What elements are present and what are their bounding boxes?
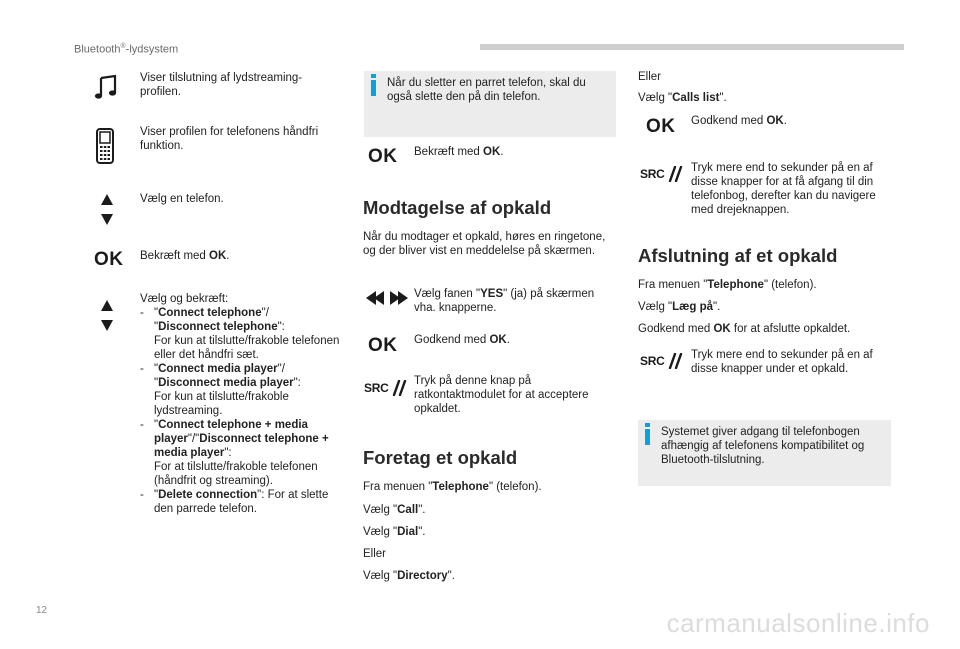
ok-icon: OK	[368, 146, 398, 167]
src-phonebook-text: Tryk mere end to sekunder på en af disse knapper for at få afgang til din telefonbog, derefter kan du navigere med drejeknappen.	[691, 162, 876, 216]
src-during-call-text: Tryk mere end to sekunder på en af disse knapper under et opkald.	[691, 349, 873, 375]
select-dial-text: Vælg "Dial".	[363, 526, 426, 538]
src-phone-icon: SRC	[640, 166, 684, 184]
info-note	[638, 420, 891, 486]
confirm-ok-text: Bekræft med OK.	[140, 250, 230, 262]
left-right-arrows-icon	[366, 291, 408, 305]
list-item: - "Connect telephone + media player"/"Disconnect telephone + media player": For at tilslutte/frakoble telefonen (håndfrit og streaming).	[140, 419, 329, 487]
info-icon	[645, 423, 650, 427]
ok-icon: OK	[94, 249, 124, 270]
ok-icon: OK	[646, 116, 676, 137]
page-number: 12	[36, 605, 48, 616]
watermark: carmanualsonline.info	[666, 608, 930, 638]
select-call-text: Vælg "Call".	[363, 504, 426, 516]
approve-ok-text: Godkend med OK.	[414, 334, 510, 346]
or-text: Eller	[638, 71, 662, 83]
note-text: Systemet giver adgang til telefonbogen afhængig af telefonens kompatibilitet og Bluetooth-tilslutning.	[661, 426, 865, 466]
connection-options	[140, 292, 340, 516]
receive-intro-text: Når du modtager et opkald, høres en ringetone, og der bliver vist en meddelelse på skærmen.	[363, 231, 606, 257]
list-item: - "Delete connection": For at slette den parrede telefon.	[140, 489, 329, 515]
heading-end-call: Afslutning af et opkald	[638, 245, 838, 266]
heading-receive-call: Modtagelse af opkald	[363, 197, 552, 218]
approve-ok-text: Godkend med OK.	[691, 115, 787, 127]
note-text: Når du sletter en parret telefon, skal du også slette den på din telefon.	[387, 77, 586, 103]
confirm-ok-text: Bekræft med OK.	[414, 146, 504, 158]
src-phone-icon: SRC	[640, 353, 684, 371]
src-phone-icon: SRC	[364, 380, 408, 398]
header-bar	[480, 44, 904, 50]
info-note	[364, 71, 616, 137]
streaming-profile-text: Viser tilslutning af lydstreaming-profilen.	[140, 72, 303, 98]
src-accept-text: Tryk på denne knap på ratkontaktmodulet for at acceptere opkaldet.	[414, 375, 589, 415]
list-item: - "Connect telephone"/ "Disconnect telephone": For kun at tilslutte/frakoble telefonen eller det håndfri sæt.	[140, 307, 340, 361]
info-icon-bar	[645, 429, 650, 445]
select-yes-text: Vælg fanen "YES" (ja) på skærmen vha. knapperne.	[414, 288, 595, 314]
list-item: - "Connect media player"/ "Disconnect media player": For kun at tilslutte/frakoble lydstreaming.	[140, 363, 301, 417]
arrow-up-icon	[101, 300, 113, 311]
arrow-up-icon	[101, 194, 113, 205]
handsfree-profile-text: Viser profilen for telefonens håndfri funktion.	[140, 126, 319, 152]
select-hangup-text: Vælg "Læg på".	[638, 301, 721, 313]
heading-make-call: Foretag et opkald	[363, 447, 518, 468]
info-icon-bar	[371, 80, 376, 96]
end-ok-text: Godkend med OK for at afslutte opkaldet.	[638, 323, 851, 335]
arrow-down-icon	[101, 214, 113, 225]
select-directory-text: Vælg "Directory".	[363, 570, 455, 582]
arrow-down-icon	[101, 320, 113, 331]
info-icon	[371, 74, 376, 78]
music-note-icon	[93, 74, 119, 100]
select-phone-text: Vælg en telefon.	[140, 193, 224, 205]
mobile-phone-icon	[96, 128, 114, 164]
menu-telephone-text: Fra menuen "Telephone" (telefon).	[363, 481, 542, 493]
menu-telephone-text: Fra menuen "Telephone" (telefon).	[638, 279, 817, 291]
ok-icon: OK	[368, 335, 398, 356]
section-title: Bluetooth®-lydsystem	[74, 43, 179, 56]
or-text: Eller	[363, 548, 387, 560]
select-confirm-label: Vælg og bekræft:	[140, 293, 229, 305]
select-calls-list-text: Vælg "Calls list".	[638, 92, 727, 104]
